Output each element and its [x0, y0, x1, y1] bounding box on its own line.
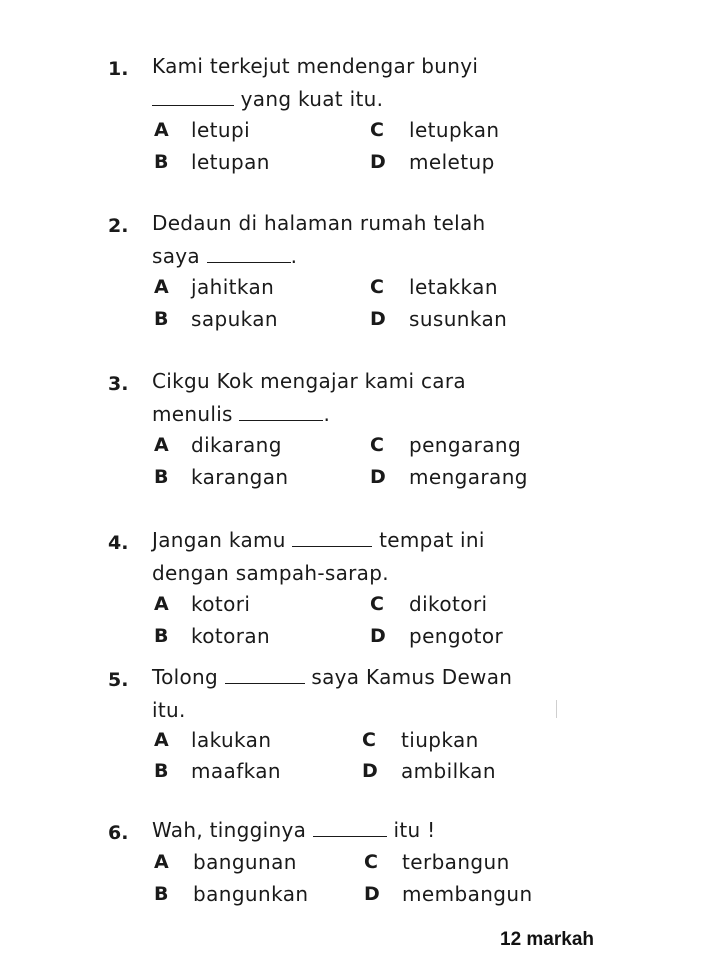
question-text-before-blank: saya	[152, 244, 200, 268]
question-text-line-1	[152, 665, 512, 689]
option-letter-c: C	[370, 276, 384, 298]
option-letter-a: A	[154, 851, 169, 873]
option-letter-a: A	[154, 593, 169, 615]
question-text-after-blank: tempat ini	[379, 528, 485, 552]
question-text-line-2: itu.	[152, 698, 186, 722]
option-text-d: pengotor	[409, 624, 504, 648]
option-letter-c: C	[370, 593, 384, 615]
option-letter-a: A	[154, 434, 169, 456]
question-text-line-1: Dedaun di halaman rumah telah	[152, 211, 486, 235]
option-text-d: mengarang	[409, 465, 528, 489]
question-text-line-2: dengan sampah-sarap.	[152, 561, 389, 585]
option-letter-c: C	[370, 434, 384, 456]
scan-artifact-line	[556, 700, 557, 718]
option-letter-d: D	[364, 883, 380, 905]
option-text-b: kotoran	[191, 624, 271, 648]
answer-blank	[313, 820, 387, 837]
question-text-after-blank: yang kuat itu.	[240, 87, 384, 111]
option-letter-d: D	[370, 625, 386, 647]
option-letter-d: D	[370, 466, 386, 488]
option-letter-b: B	[154, 760, 169, 782]
answer-blank	[152, 89, 234, 106]
option-text-b: sapukan	[191, 307, 279, 331]
question-text-before-blank: Tolong	[152, 665, 219, 689]
option-text-d: meletup	[409, 150, 495, 174]
option-letter-d: D	[362, 760, 378, 782]
option-letter-a: A	[154, 119, 169, 141]
answer-blank	[292, 530, 372, 547]
option-letter-c: C	[364, 851, 378, 873]
answer-blank	[225, 667, 305, 684]
option-letter-c: C	[370, 119, 384, 141]
option-text-b: bangunkan	[193, 882, 309, 906]
question-text-line-1: Cikgu Kok mengajar kami cara	[152, 369, 466, 393]
option-text-c: pengarang	[409, 433, 522, 457]
question-text-before-blank: Jangan kamu	[152, 528, 286, 552]
question-number: 4.	[108, 532, 129, 554]
option-letter-d: D	[370, 151, 386, 173]
option-text-a: dikarang	[191, 433, 282, 457]
question-number: 3.	[108, 373, 129, 395]
option-text-c: terbangun	[402, 850, 510, 874]
total-marks: 12 markah	[500, 929, 595, 950]
question-text-after-blank: itu !	[393, 818, 436, 842]
option-letter-b: B	[154, 883, 169, 905]
option-text-d: membangun	[402, 882, 533, 906]
question-number: 2.	[108, 215, 129, 237]
question-text-after-blank: .	[290, 244, 298, 268]
question-text-before-blank: Wah, tingginya	[152, 818, 307, 842]
option-text-d: susunkan	[409, 307, 508, 331]
question-number: 1.	[108, 58, 129, 80]
question-text-line-2	[152, 402, 330, 426]
option-text-c: letupkan	[409, 118, 500, 142]
option-letter-c: C	[362, 729, 376, 751]
option-text-a: letupi	[191, 118, 251, 142]
option-text-a: bangunan	[193, 850, 297, 874]
option-letter-d: D	[370, 308, 386, 330]
answer-blank	[207, 246, 291, 263]
option-letter-a: A	[154, 729, 169, 751]
question-text-line-2	[152, 244, 297, 268]
option-text-a: kotori	[191, 592, 251, 616]
question-text-after-blank: saya Kamus Dewan	[311, 665, 513, 689]
answer-blank	[239, 404, 323, 421]
question-number: 6.	[108, 822, 129, 844]
question-text-line-1: Kami terkejut mendengar bunyi	[152, 54, 479, 78]
option-text-d: ambilkan	[401, 759, 496, 783]
option-text-a: lakukan	[191, 728, 272, 752]
option-text-c: letakkan	[409, 275, 498, 299]
question-number: 5.	[108, 669, 129, 691]
option-text-c: dikotori	[409, 592, 488, 616]
question-text-line-1	[152, 528, 485, 552]
option-text-b: letupan	[191, 150, 270, 174]
option-letter-b: B	[154, 625, 169, 647]
option-letter-b: B	[154, 308, 169, 330]
option-text-b: maafkan	[191, 759, 281, 783]
option-letter-b: B	[154, 151, 169, 173]
question-text-after-blank: .	[323, 402, 331, 426]
option-letter-a: A	[154, 276, 169, 298]
question-text-before-blank: menulis	[152, 402, 233, 426]
question-text-line-1	[152, 818, 435, 842]
question-text-line-2	[152, 87, 383, 111]
option-text-a: jahitkan	[191, 275, 275, 299]
option-letter-b: B	[154, 466, 169, 488]
option-text-c: tiupkan	[401, 728, 479, 752]
option-text-b: karangan	[191, 465, 289, 489]
